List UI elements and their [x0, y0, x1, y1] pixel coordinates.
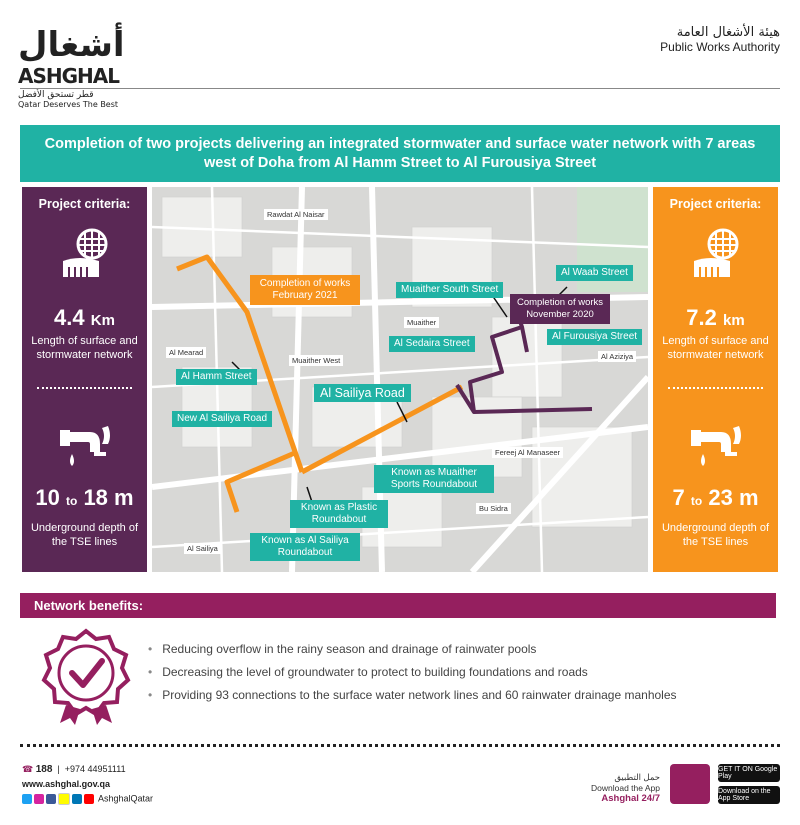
- street-label: Al Sedaira Street: [389, 336, 475, 352]
- logo-english: ASHGHAL: [18, 64, 119, 88]
- download-text: حمل التطبيق Download the App Ashghal 24/7: [560, 772, 660, 804]
- roundabout-label: Known as Plastic Roundabout: [290, 500, 388, 528]
- length-description: Length of surface and stormwater network: [662, 335, 769, 361]
- length-value: 4.4 Km: [54, 305, 115, 330]
- depth-value: 7 to 23 m: [672, 485, 759, 510]
- snapchat-icon[interactable]: [58, 793, 70, 805]
- phone-icon: ☎: [22, 764, 34, 774]
- street-label: New Al Sailiya Road: [172, 411, 272, 427]
- tagline-english: Qatar Deserves The Best: [18, 100, 119, 109]
- street-label: Al Sailiya Road: [314, 384, 411, 402]
- instagram-icon[interactable]: [34, 794, 44, 804]
- length-description: Length of surface and stormwater network: [31, 335, 138, 361]
- completion-nov-label: Completion of works November 2020: [510, 294, 610, 324]
- area-label: Al Sailiya: [184, 543, 221, 554]
- panel-divider: [668, 387, 763, 389]
- ashghal-logo: [18, 25, 128, 109]
- app-name: Ashghal 24/7: [601, 793, 660, 804]
- street-label: Muaither South Street: [396, 282, 503, 298]
- right-criteria-panel: [653, 187, 778, 572]
- list-item: • Providing 93 connections to the surface water network lines and 60 rainwater drainage manholes: [148, 688, 677, 702]
- roundabout-label: Known as Muaither Sports Roundabout: [374, 465, 494, 493]
- list-item: • Reducing overflow in the rainy season and drainage of rainwater pools: [148, 642, 677, 656]
- benefits-list: [148, 642, 677, 711]
- length-value: 7.2 km: [686, 305, 745, 330]
- twitter-icon[interactable]: [22, 794, 32, 804]
- project-map: [152, 187, 648, 572]
- benefits-heading: Network benefits:: [20, 593, 776, 618]
- logo-arabic: أشغال: [18, 25, 125, 65]
- website-link[interactable]: www.ashghal.gov.qa: [22, 779, 111, 789]
- social-handle: AshghalQatar: [98, 793, 154, 804]
- app-icon[interactable]: [670, 764, 710, 804]
- criteria-heading: Project criteria:: [669, 197, 762, 211]
- facebook-icon[interactable]: [46, 794, 56, 804]
- tap-icon: [689, 422, 745, 472]
- left-criteria-panel: [22, 187, 147, 572]
- area-label: Muaither West: [289, 355, 343, 366]
- depth-description: Underground depth of the TSE lines: [30, 522, 139, 548]
- area-label: Rawdat Al Naisar: [264, 209, 328, 220]
- roundabout-label: Known as Al Sailiya Roundabout: [250, 533, 360, 561]
- panel-divider: [37, 387, 132, 389]
- street-label: Al Waab Street: [556, 265, 633, 281]
- street-label: Al Hamm Street: [176, 369, 257, 385]
- authority-name: [660, 25, 780, 54]
- tagline-arabic: قطر تستحق الأفضل: [18, 90, 94, 100]
- area-label: Al Aziziya: [598, 351, 636, 362]
- youtube-icon[interactable]: [84, 794, 94, 804]
- page-title: Completion of two projects delivering an integrated stormwater and surface water network with 7 areas west of Doha from Al Hamm Street to Al Furousiya Street: [44, 135, 756, 171]
- header-divider: [20, 88, 780, 89]
- depth-value: 10 to 18 m: [35, 485, 134, 510]
- area-label: Muaither: [404, 317, 439, 328]
- criteria-heading: Project criteria:: [38, 197, 131, 211]
- area-label: Bu Sidra: [476, 503, 511, 514]
- drain-icon: [59, 227, 111, 279]
- app-store-button[interactable]: Download on the App Store: [718, 786, 780, 804]
- phone-number[interactable]: +974 44951111: [64, 764, 126, 774]
- linkedin-icon[interactable]: [72, 794, 82, 804]
- tap-icon: [58, 422, 114, 472]
- completion-feb-label: Completion of works February 2021: [250, 275, 360, 305]
- checkmark-badge-icon: [40, 625, 132, 725]
- title-banner: [20, 125, 780, 182]
- google-play-button[interactable]: GET IT ON Google Play: [718, 764, 780, 782]
- authority-arabic: هيئة الأشغال العامة: [676, 25, 780, 40]
- street-label: Al Furousiya Street: [547, 329, 642, 345]
- hotline[interactable]: 188: [35, 764, 53, 775]
- contact-info: ☎ 188 | +974 44951111 www.ashghal.gov.qa AshghalQatar: [22, 764, 154, 804]
- drain-icon: [690, 227, 742, 279]
- area-label: Al Mearad: [166, 347, 206, 358]
- depth-description: Underground depth of the TSE lines: [661, 522, 770, 548]
- app-download: [591, 764, 780, 804]
- list-item: • Decreasing the level of groundwater to protect to building foundations and roads: [148, 665, 677, 679]
- footer-divider: [20, 744, 780, 747]
- area-label: Fereej Al Manaseer: [492, 447, 563, 458]
- authority-english: Public Works Authority: [660, 40, 780, 54]
